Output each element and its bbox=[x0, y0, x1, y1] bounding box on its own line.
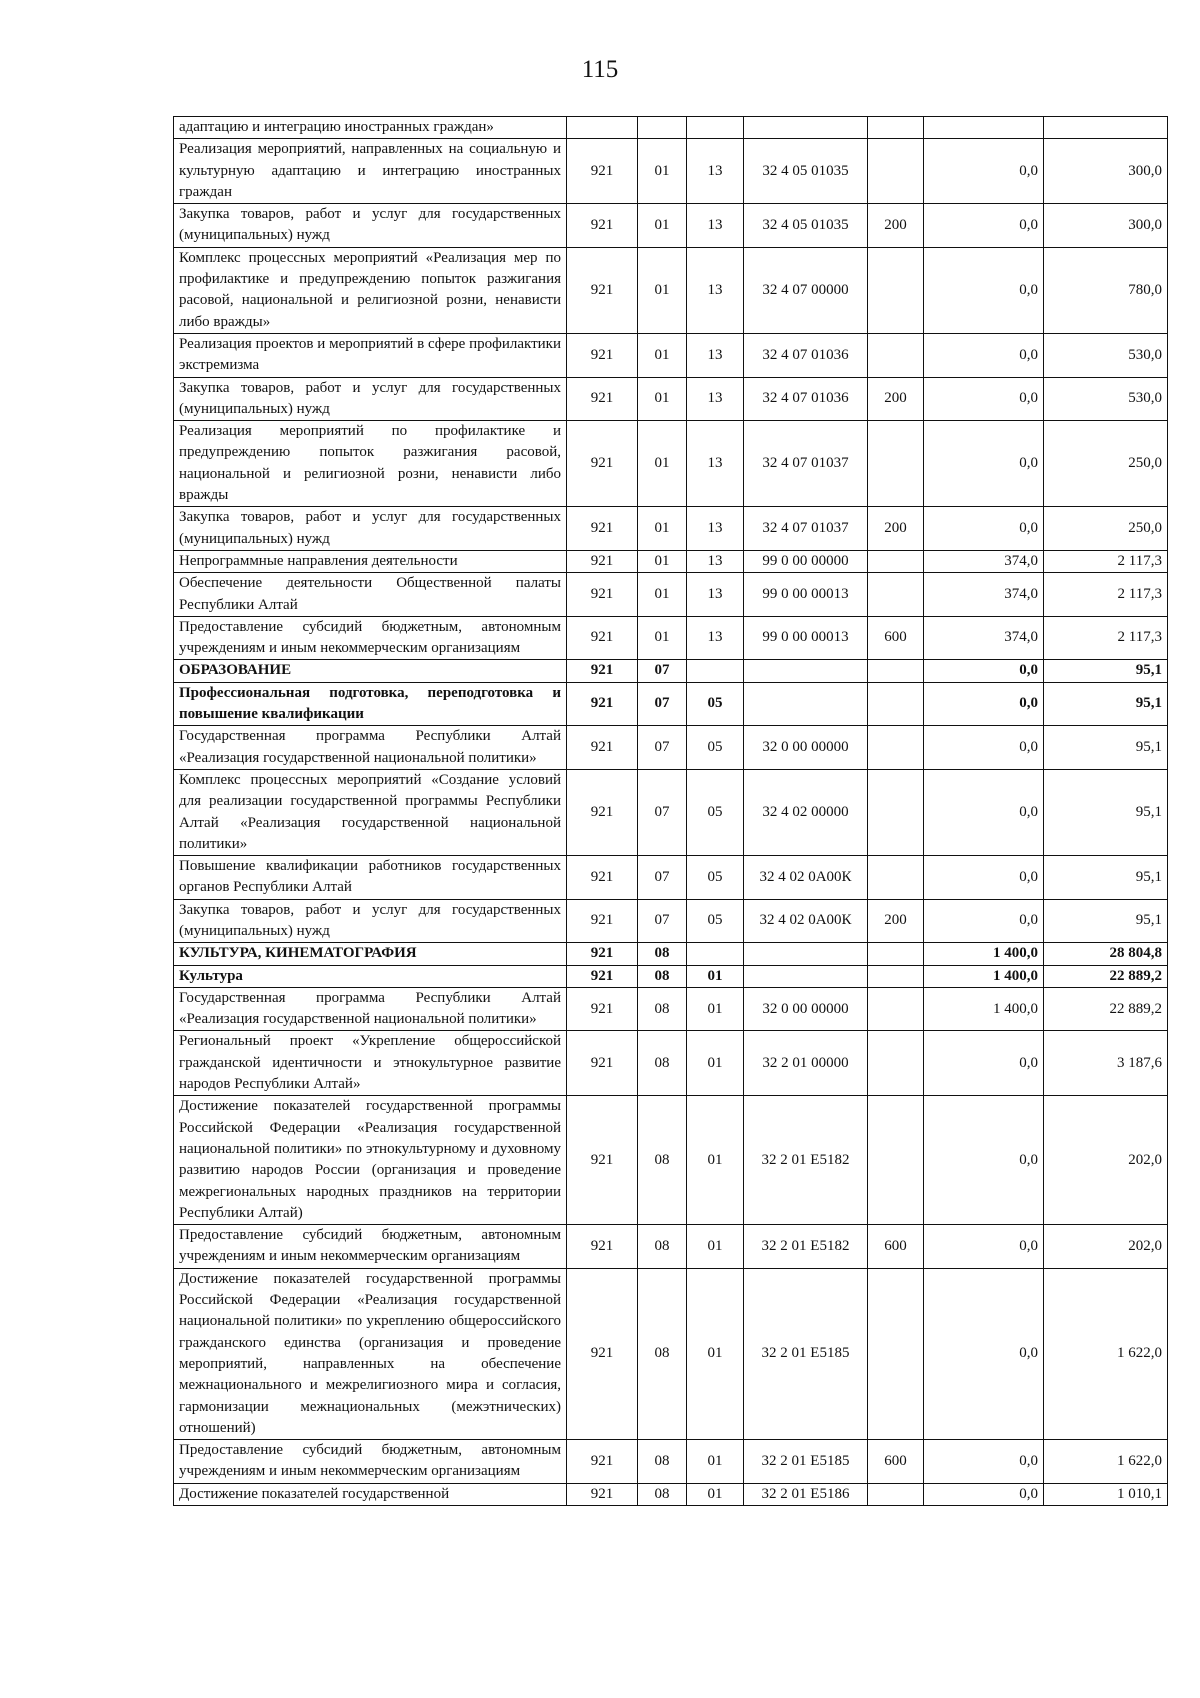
amount-col-1: 0,0 bbox=[924, 682, 1044, 726]
amount-col-2: 202,0 bbox=[1044, 1225, 1168, 1269]
row-name: Профессиональная подготовка, переподготовка и повышение квалификации bbox=[174, 682, 567, 726]
page-number: 115 bbox=[581, 56, 619, 83]
table-row bbox=[174, 1031, 1168, 1096]
grbs-code: 921 bbox=[567, 943, 638, 965]
expense-type-code: 200 bbox=[868, 899, 924, 943]
amount-col-2: 250,0 bbox=[1044, 421, 1168, 507]
table-row bbox=[174, 1225, 1168, 1269]
grbs-code: 921 bbox=[567, 421, 638, 507]
amount-col-1: 1 400,0 bbox=[924, 987, 1044, 1031]
amount-col-1: 0,0 bbox=[924, 1031, 1044, 1096]
expense-type-code: 200 bbox=[868, 377, 924, 421]
amount-col-1: 0,0 bbox=[924, 660, 1044, 682]
expense-type-code bbox=[868, 987, 924, 1031]
subsection-code: 01 bbox=[687, 1096, 744, 1225]
amount-col-2: 28 804,8 bbox=[1044, 943, 1168, 965]
amount-col-1: 0,0 bbox=[924, 1096, 1044, 1225]
grbs-code: 921 bbox=[567, 1225, 638, 1269]
amount-col-2: 2 117,3 bbox=[1044, 550, 1168, 572]
subsection-code bbox=[687, 117, 744, 139]
row-name: ОБРАЗОВАНИЕ bbox=[174, 660, 567, 682]
row-name: КУЛЬТУРА, КИНЕМАТОГРАФИЯ bbox=[174, 943, 567, 965]
expense-type-code bbox=[868, 550, 924, 572]
amount-col-1: 0,0 bbox=[924, 139, 1044, 204]
table-row bbox=[174, 943, 1168, 965]
target-article-code: 32 2 01 Е5185 bbox=[744, 1440, 868, 1484]
grbs-code: 921 bbox=[567, 899, 638, 943]
section-code: 01 bbox=[638, 247, 687, 333]
amount-col-2: 530,0 bbox=[1044, 377, 1168, 421]
section-code: 08 bbox=[638, 987, 687, 1031]
table-row bbox=[174, 1483, 1168, 1505]
expense-type-code bbox=[868, 333, 924, 377]
grbs-code: 921 bbox=[567, 377, 638, 421]
row-name: Культура bbox=[174, 965, 567, 987]
row-name: Предоставление субсидий бюджетным, автономным учреждениям и иным некоммерческим организациям bbox=[174, 1225, 567, 1269]
subsection-code: 13 bbox=[687, 616, 744, 660]
amount-col-2: 95,1 bbox=[1044, 856, 1168, 900]
expense-type-code bbox=[868, 1483, 924, 1505]
target-article-code: 32 0 00 00000 bbox=[744, 987, 868, 1031]
table-row bbox=[174, 117, 1168, 139]
subsection-code: 13 bbox=[687, 573, 744, 617]
table-row bbox=[174, 769, 1168, 855]
amount-col-1: 0,0 bbox=[924, 726, 1044, 770]
row-name: Комплекс процессных мероприятий «Реализация мер по профилактике и предупреждению попыток разжигания расовой, национальной и религиозной розни, ненависти либо вражды» bbox=[174, 247, 567, 333]
subsection-code: 05 bbox=[687, 899, 744, 943]
amount-col-2: 22 889,2 bbox=[1044, 965, 1168, 987]
section-code: 01 bbox=[638, 616, 687, 660]
expense-type-code bbox=[868, 856, 924, 900]
amount-col-2: 300,0 bbox=[1044, 139, 1168, 204]
section-code: 01 bbox=[638, 573, 687, 617]
table-row bbox=[174, 507, 1168, 551]
subsection-code: 05 bbox=[687, 726, 744, 770]
table-row bbox=[174, 1440, 1168, 1484]
section-code: 08 bbox=[638, 965, 687, 987]
amount-col-2: 22 889,2 bbox=[1044, 987, 1168, 1031]
section-code: 08 bbox=[638, 1096, 687, 1225]
table-row bbox=[174, 726, 1168, 770]
target-article-code: 32 2 01 Е5182 bbox=[744, 1096, 868, 1225]
row-name: Закупка товаров, работ и услуг для государственных (муниципальных) нужд bbox=[174, 507, 567, 551]
amount-col-1: 0,0 bbox=[924, 204, 1044, 248]
row-name: Региональный проект «Укрепление общероссийской гражданской идентичности и этнокультурное развитие народов Республики Алтай» bbox=[174, 1031, 567, 1096]
amount-col-1 bbox=[924, 117, 1044, 139]
amount-col-2: 95,1 bbox=[1044, 769, 1168, 855]
table-row bbox=[174, 682, 1168, 726]
row-name: Реализация мероприятий по профилактике и предупреждению попыток разжигания расовой, национальной и религиозной розни, ненависти либо вражды bbox=[174, 421, 567, 507]
grbs-code: 921 bbox=[567, 1483, 638, 1505]
table-row bbox=[174, 1096, 1168, 1225]
amount-col-2: 1 010,1 bbox=[1044, 1483, 1168, 1505]
amount-col-1: 0,0 bbox=[924, 1440, 1044, 1484]
expense-type-code bbox=[868, 117, 924, 139]
row-name: Предоставление субсидий бюджетным, автономным учреждениям и иным некоммерческим организациям bbox=[174, 1440, 567, 1484]
subsection-code: 01 bbox=[687, 1483, 744, 1505]
section-code: 07 bbox=[638, 660, 687, 682]
grbs-code: 921 bbox=[567, 1268, 638, 1439]
row-name: Достижение показателей государственной программы Российской Федерации «Реализация государственной национальной политики» по укреплению общероссийского гражданского единства (организация и проведение мероприятий, направленных на обеспечение межнационального и межрелигиозного мира и согласия, гармонизации межнациональных (межэтнических) отношений) bbox=[174, 1268, 567, 1439]
grbs-code: 921 bbox=[567, 769, 638, 855]
subsection-code: 13 bbox=[687, 507, 744, 551]
grbs-code: 921 bbox=[567, 616, 638, 660]
expense-type-code bbox=[868, 660, 924, 682]
expense-type-code bbox=[868, 965, 924, 987]
expense-type-code bbox=[868, 139, 924, 204]
amount-col-1: 1 400,0 bbox=[924, 965, 1044, 987]
expense-type-code bbox=[868, 1096, 924, 1225]
amount-col-1: 374,0 bbox=[924, 616, 1044, 660]
subsection-code: 05 bbox=[687, 682, 744, 726]
section-code: 07 bbox=[638, 899, 687, 943]
amount-col-2: 95,1 bbox=[1044, 682, 1168, 726]
grbs-code: 921 bbox=[567, 965, 638, 987]
target-article-code: 32 4 07 00000 bbox=[744, 247, 868, 333]
expense-type-code: 600 bbox=[868, 1225, 924, 1269]
grbs-code: 921 bbox=[567, 856, 638, 900]
section-code: 01 bbox=[638, 333, 687, 377]
grbs-code: 921 bbox=[567, 987, 638, 1031]
target-article-code bbox=[744, 660, 868, 682]
grbs-code: 921 bbox=[567, 247, 638, 333]
amount-col-1: 0,0 bbox=[924, 333, 1044, 377]
target-article-code: 32 4 02 0А00К bbox=[744, 856, 868, 900]
amount-col-1: 0,0 bbox=[924, 421, 1044, 507]
target-article-code: 32 4 02 0А00К bbox=[744, 899, 868, 943]
grbs-code: 921 bbox=[567, 1096, 638, 1225]
row-name: Предоставление субсидий бюджетным, автономным учреждениям и иным некоммерческим организациям bbox=[174, 616, 567, 660]
table-row bbox=[174, 333, 1168, 377]
row-name: Обеспечение деятельности Общественной палаты Республики Алтай bbox=[174, 573, 567, 617]
target-article-code: 32 2 01 Е5182 bbox=[744, 1225, 868, 1269]
amount-col-2: 3 187,6 bbox=[1044, 1031, 1168, 1096]
subsection-code: 01 bbox=[687, 987, 744, 1031]
section-code: 01 bbox=[638, 377, 687, 421]
table-row bbox=[174, 899, 1168, 943]
table-row bbox=[174, 660, 1168, 682]
section-code bbox=[638, 117, 687, 139]
target-article-code: 32 4 02 00000 bbox=[744, 769, 868, 855]
row-name: Непрограммные направления деятельности bbox=[174, 550, 567, 572]
table-row bbox=[174, 987, 1168, 1031]
expense-type-code: 600 bbox=[868, 616, 924, 660]
section-code: 07 bbox=[638, 726, 687, 770]
row-name: Закупка товаров, работ и услуг для государственных (муниципальных) нужд bbox=[174, 899, 567, 943]
target-article-code: 32 0 00 00000 bbox=[744, 726, 868, 770]
target-article-code bbox=[744, 965, 868, 987]
amount-col-1: 1 400,0 bbox=[924, 943, 1044, 965]
table-row bbox=[174, 550, 1168, 572]
grbs-code: 921 bbox=[567, 573, 638, 617]
amount-col-1: 0,0 bbox=[924, 856, 1044, 900]
row-name: Реализация мероприятий, направленных на социальную и культурную адаптацию и интеграцию иностранных граждан bbox=[174, 139, 567, 204]
subsection-code: 13 bbox=[687, 333, 744, 377]
expense-type-code bbox=[868, 769, 924, 855]
target-article-code bbox=[744, 117, 868, 139]
target-article-code: 99 0 00 00000 bbox=[744, 550, 868, 572]
amount-col-2: 2 117,3 bbox=[1044, 573, 1168, 617]
table-row bbox=[174, 616, 1168, 660]
target-article-code: 32 2 01 00000 bbox=[744, 1031, 868, 1096]
amount-col-1: 0,0 bbox=[924, 507, 1044, 551]
target-article-code: 99 0 00 00013 bbox=[744, 573, 868, 617]
row-name: Государственная программа Республики Алтай «Реализация государственной национальной политики» bbox=[174, 987, 567, 1031]
target-article-code: 99 0 00 00013 bbox=[744, 616, 868, 660]
grbs-code: 921 bbox=[567, 682, 638, 726]
row-name: Достижение показателей государственной bbox=[174, 1483, 567, 1505]
expense-type-code: 600 bbox=[868, 1440, 924, 1484]
amount-col-1: 374,0 bbox=[924, 550, 1044, 572]
amount-col-2: 95,1 bbox=[1044, 726, 1168, 770]
amount-col-2: 250,0 bbox=[1044, 507, 1168, 551]
expense-type-code bbox=[868, 726, 924, 770]
target-article-code: 32 4 07 01037 bbox=[744, 507, 868, 551]
row-name: Комплекс процессных мероприятий «Создание условий для реализации государственной программы Республики Алтай «Реализация государственной национальной политики» bbox=[174, 769, 567, 855]
target-article-code: 32 4 05 01035 bbox=[744, 204, 868, 248]
row-name: Закупка товаров, работ и услуг для государственных (муниципальных) нужд bbox=[174, 377, 567, 421]
grbs-code: 921 bbox=[567, 550, 638, 572]
amount-col-2: 780,0 bbox=[1044, 247, 1168, 333]
target-article-code: 32 2 01 Е5185 bbox=[744, 1268, 868, 1439]
target-article-code bbox=[744, 943, 868, 965]
target-article-code: 32 4 07 01036 bbox=[744, 333, 868, 377]
amount-col-2: 1 622,0 bbox=[1044, 1440, 1168, 1484]
table-row bbox=[174, 204, 1168, 248]
subsection-code: 01 bbox=[687, 1268, 744, 1439]
amount-col-1: 0,0 bbox=[924, 899, 1044, 943]
row-name: адаптацию и интеграцию иностранных граждан» bbox=[174, 117, 567, 139]
expense-type-code bbox=[868, 247, 924, 333]
section-code: 01 bbox=[638, 550, 687, 572]
row-name: Повышение квалификации работников государственных органов Республики Алтай bbox=[174, 856, 567, 900]
table-row bbox=[174, 573, 1168, 617]
amount-col-2: 300,0 bbox=[1044, 204, 1168, 248]
grbs-code: 921 bbox=[567, 660, 638, 682]
amount-col-2 bbox=[1044, 117, 1168, 139]
amount-col-2: 1 622,0 bbox=[1044, 1268, 1168, 1439]
expense-type-code bbox=[868, 421, 924, 507]
subsection-code: 01 bbox=[687, 1031, 744, 1096]
table-row bbox=[174, 965, 1168, 987]
subsection-code: 13 bbox=[687, 247, 744, 333]
subsection-code: 01 bbox=[687, 1440, 744, 1484]
grbs-code: 921 bbox=[567, 139, 638, 204]
expense-type-code bbox=[868, 682, 924, 726]
section-code: 07 bbox=[638, 769, 687, 855]
table-row bbox=[174, 139, 1168, 204]
subsection-code: 13 bbox=[687, 421, 744, 507]
expense-type-code bbox=[868, 573, 924, 617]
amount-col-1: 374,0 bbox=[924, 573, 1044, 617]
target-article-code: 32 2 01 Е5186 bbox=[744, 1483, 868, 1505]
row-name: Закупка товаров, работ и услуг для государственных (муниципальных) нужд bbox=[174, 204, 567, 248]
subsection-code: 05 bbox=[687, 856, 744, 900]
row-name: Государственная программа Республики Алтай «Реализация государственной национальной политики» bbox=[174, 726, 567, 770]
amount-col-1: 0,0 bbox=[924, 377, 1044, 421]
expense-type-code bbox=[868, 1031, 924, 1096]
section-code: 08 bbox=[638, 1225, 687, 1269]
subsection-code: 01 bbox=[687, 965, 744, 987]
grbs-code bbox=[567, 117, 638, 139]
grbs-code: 921 bbox=[567, 204, 638, 248]
target-article-code: 32 4 05 01035 bbox=[744, 139, 868, 204]
subsection-code bbox=[687, 660, 744, 682]
section-code: 07 bbox=[638, 682, 687, 726]
subsection-code bbox=[687, 943, 744, 965]
section-code: 01 bbox=[638, 139, 687, 204]
amount-col-2: 530,0 bbox=[1044, 333, 1168, 377]
amount-col-1: 0,0 bbox=[924, 1268, 1044, 1439]
amount-col-2: 202,0 bbox=[1044, 1096, 1168, 1225]
section-code: 07 bbox=[638, 856, 687, 900]
subsection-code: 13 bbox=[687, 204, 744, 248]
subsection-code: 13 bbox=[687, 550, 744, 572]
section-code: 01 bbox=[638, 421, 687, 507]
grbs-code: 921 bbox=[567, 333, 638, 377]
section-code: 08 bbox=[638, 1483, 687, 1505]
table-row bbox=[174, 247, 1168, 333]
expense-type-code: 200 bbox=[868, 507, 924, 551]
grbs-code: 921 bbox=[567, 1031, 638, 1096]
table-row bbox=[174, 856, 1168, 900]
section-code: 08 bbox=[638, 943, 687, 965]
amount-col-2: 95,1 bbox=[1044, 899, 1168, 943]
expense-type-code: 200 bbox=[868, 204, 924, 248]
row-name: Реализация проектов и мероприятий в сфере профилактики экстремизма bbox=[174, 333, 567, 377]
section-code: 01 bbox=[638, 507, 687, 551]
table-row bbox=[174, 1268, 1168, 1439]
grbs-code: 921 bbox=[567, 726, 638, 770]
target-article-code: 32 4 07 01036 bbox=[744, 377, 868, 421]
grbs-code: 921 bbox=[567, 507, 638, 551]
section-code: 08 bbox=[638, 1440, 687, 1484]
target-article-code: 32 4 07 01037 bbox=[744, 421, 868, 507]
amount-col-2: 95,1 bbox=[1044, 660, 1168, 682]
table-row bbox=[174, 421, 1168, 507]
section-code: 01 bbox=[638, 204, 687, 248]
subsection-code: 05 bbox=[687, 769, 744, 855]
section-code: 08 bbox=[638, 1268, 687, 1439]
table-row bbox=[174, 377, 1168, 421]
amount-col-1: 0,0 bbox=[924, 769, 1044, 855]
grbs-code: 921 bbox=[567, 1440, 638, 1484]
subsection-code: 01 bbox=[687, 1225, 744, 1269]
expense-type-code bbox=[868, 1268, 924, 1439]
section-code: 08 bbox=[638, 1031, 687, 1096]
amount-col-1: 0,0 bbox=[924, 247, 1044, 333]
target-article-code bbox=[744, 682, 868, 726]
budget-table bbox=[173, 116, 1168, 1506]
amount-col-2: 2 117,3 bbox=[1044, 616, 1168, 660]
subsection-code: 13 bbox=[687, 139, 744, 204]
amount-col-1: 0,0 bbox=[924, 1225, 1044, 1269]
expense-type-code bbox=[868, 943, 924, 965]
row-name: Достижение показателей государственной программы Российской Федерации «Реализация государственной национальной политики» по этнокультурному и духовному развитию народов России (организация и проведение межрегиональных народных праздников на территории Республики Алтай) bbox=[174, 1096, 567, 1225]
subsection-code: 13 bbox=[687, 377, 744, 421]
amount-col-1: 0,0 bbox=[924, 1483, 1044, 1505]
